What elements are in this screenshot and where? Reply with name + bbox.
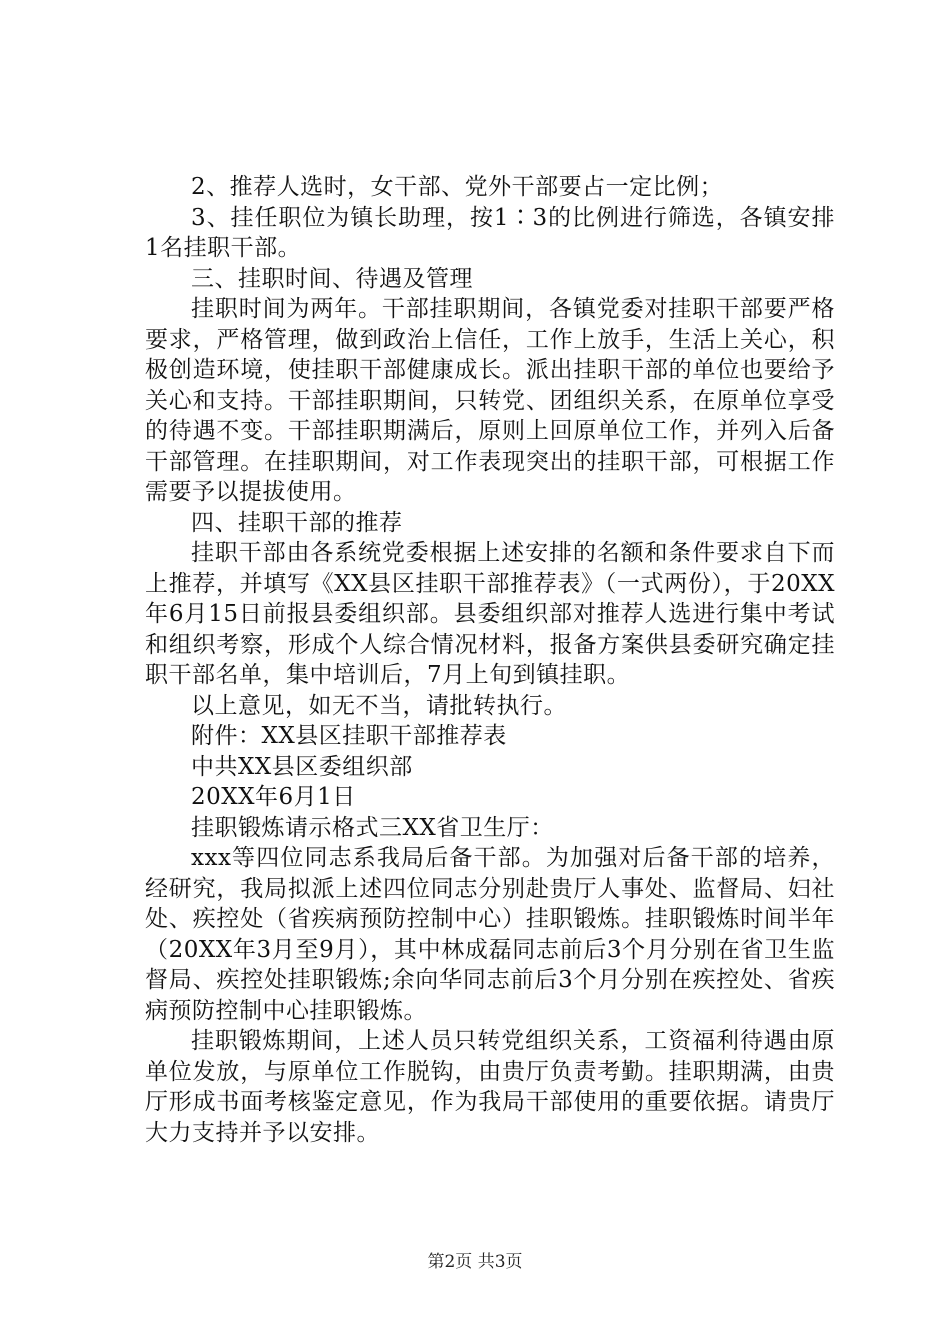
heading-recommendation: 四、挂职干部的推荐 (191, 509, 403, 536)
paragraph-closing: 以上意见，如无不当，请批转执行。 (191, 692, 567, 719)
signature-date: 20XX年6月1日 (191, 784, 356, 810)
page-number-footer: 第2页 共3页 (427, 1252, 523, 1272)
attachment-line: 附件：XX县区挂职干部推荐表 (191, 723, 507, 749)
signature-org: 中共XX县区委组织部 (191, 753, 413, 780)
paragraph-time-treatment: 挂职时间为两年。干部挂职期间，各镇党委对挂职干部要严格要求，严格管理，做到政治上信任，工作上放手，生活上关心，积极创造环境，使挂职干部健康成长。派出挂职干部的单位也要给予关心和支持。干部挂职期间，只转党、团组织关系，在原单位享受的待遇不变。干部挂职期满后，原则上回原单位工作，并列入后备干部管理。在挂职期间，对工作表现突出的挂职干部，可根据工作需要予以提拔使用。 (145, 296, 835, 505)
paragraph-recommendation: 挂职干部由各系统党委根据上述安排的名额和条件要求自下而上推荐，并填写《XX县区挂职干部推荐表》（一式两份），于20XX年6月15日前报县委组织部。县委组织部对推荐人选进行集中考试和组织考察，形成个人综合情况材料，报备方案供县委研究确定挂职干部名单，集中培训后，7月上旬到镇挂职。 (145, 540, 835, 688)
heading-time-treatment: 三、挂职时间、待遇及管理 (191, 265, 473, 292)
paragraph-request-management: 挂职锻炼期间，上述人员只转党组织关系，工资福利待遇由原单位发放，与原单位工作脱钩，由贵厅负责考勤。挂职期满，由贵厅形成书面考核鉴定意见，作为我局干部使用的重要依据。请贵厅大力支持并予以安排。 (145, 1028, 835, 1146)
paragraph-recommend-ratio: 2、推荐人选时，女干部、党外干部要占一定比例； (191, 174, 724, 200)
paragraph-position-selection: 3、挂任职位为镇长助理，按1∶3的比例进行筛选，各镇安排1名挂职干部。 (145, 204, 835, 261)
document-body (145, 172, 835, 1148)
format-three-title: 挂职锻炼请示格式三XX省卫生厅： (191, 814, 554, 841)
paragraph-request-body: xxx等四位同志系我局后备干部。为加强对后备干部的培养，经研究，我局拟派上述四位同志分别赴贵厅人事处、监督局、妇社处、疾控处（省疾病预防控制中心）挂职锻炼。挂职锻炼时间半年（20XX年3月至9月），其中林成磊同志前后3个月分别在省卫生监督局、疾控处挂职锻炼;余向华同志前后3个月分别在疾控处、省疾病预防控制中心挂职锻炼。 (145, 845, 835, 1024)
